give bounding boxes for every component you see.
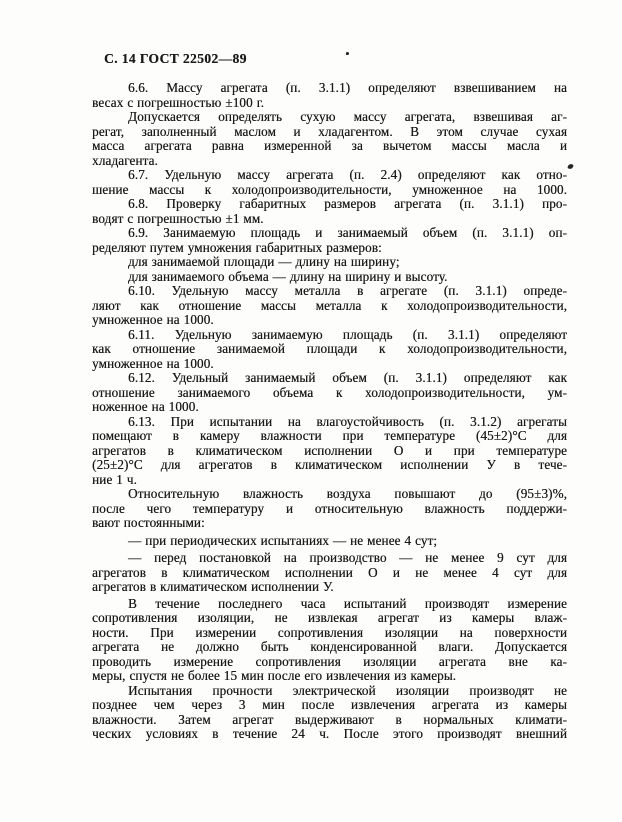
text-line: агрегатов в климатическом исполнении О и при температуре — [92, 442, 567, 458]
text-line: ляют как отношение массы металла к холодопроизводительности, — [92, 297, 567, 313]
text-line: хладагента. — [92, 152, 158, 168]
paragraph — [92, 415, 567, 488]
text-line: помещают в камеру влажности при температуре (45±2)°С для — [92, 428, 567, 443]
text-line: ческих условиях в течение 24 ч. После этого производят внешний — [92, 726, 567, 741]
text-line: агрегатов в климатическом исполнении У. — [92, 579, 334, 594]
paragraph — [92, 551, 567, 595]
text-line: регат, заполненный маслом и хладагентом. В этом случае сухая — [92, 123, 567, 139]
text-line: отношение занимаемого объема к холодопроизводительности, ум- — [92, 384, 567, 400]
text-line: В течение последнего часа испытаний производят измерение — [128, 595, 567, 611]
text-line: ноженное на 1000. — [92, 399, 199, 414]
text-line: масса агрегата равна измеренной за вычетом массы масла и — [92, 138, 567, 153]
paragraph — [92, 684, 567, 742]
text-line: влажности. Затем агрегат выдерживают в нормальных климати- — [92, 711, 567, 727]
paragraph — [92, 534, 567, 549]
text-line: Относительную влажность воздуха повышают до (95±3)%, — [128, 486, 567, 501]
paragraph — [92, 284, 567, 328]
text-line: 6.12. Удельный занимаемый объем (п. 3.1.1) определяют как — [128, 370, 567, 385]
text-line: 6.8. Проверку габаритных размеров агрегата (п. 3.1.1) про- — [128, 196, 567, 211]
paragraph — [92, 197, 567, 226]
text-line: (25±2)°С для агрегатов в климатическом исполнении У в тече- — [92, 457, 567, 472]
text-line: после чего температуру и относительную влажность поддержи- — [92, 500, 567, 516]
text-line: 6.6. Массу агрегата (п. 3.1.1) определяют взвешиванием на — [128, 80, 567, 95]
text-line: 6.13. При испытании на влагоустойчивость (п. 3.1.2) агрегаты — [128, 413, 567, 429]
text-line: Допускается определять сухую массу агрегата, взвешивая аг- — [128, 109, 567, 124]
ink-speck-icon — [567, 163, 573, 169]
text-line: 6.9. Занимаемую площадь и занимаемый объем (п. 3.1.1) оп- — [128, 225, 567, 240]
text-line: шение массы к холодопроизводительности, умноженное на 1000. — [92, 181, 567, 197]
paragraph — [92, 328, 567, 372]
text-line: для занимаемой площади — длину на ширину; — [128, 254, 400, 269]
text-line: весах с погрешностью ±100 г. — [92, 94, 264, 110]
page-header: С. 14 ГОСТ 22502—89 — [104, 51, 247, 66]
text-line: меры, спустя не более 15 мин после его извлечения из камеры. — [92, 668, 457, 683]
text-line: Испытания прочности электрической изоляции производят не — [128, 682, 567, 698]
paragraph — [92, 255, 567, 270]
text-line: для занимаемого объема — длину на ширину и высоту. — [128, 268, 448, 284]
text-line: ределяют путем умножения габаритных размеров: — [92, 239, 382, 255]
text-line: агрегата не должно быть конденсированной влаги. Допускается — [92, 639, 567, 654]
text-line: вают постоянными: — [92, 515, 205, 530]
paragraph — [92, 81, 567, 110]
paragraph — [92, 597, 567, 684]
text-line: 6.10. Удельную массу металла в агрегате (п. 3.1.1) опреде- — [128, 283, 567, 298]
text-line: умноженное на 1000. — [92, 312, 214, 327]
paragraph — [92, 226, 567, 255]
text-line: 6.11. Удельную занимаемую площадь (п. 3.1.1) определяют — [128, 326, 567, 342]
text-line: как отношение занимаемой площади к холодопроизводительности, — [92, 341, 567, 356]
text-line: ности. При измерении сопротивления изоляции на поверхности — [92, 624, 567, 640]
paragraph — [92, 110, 567, 168]
paragraph — [92, 168, 567, 197]
ink-speck-icon — [346, 52, 349, 55]
text-line: — при периодических испытаниях — не менее 4 сут; — [128, 532, 438, 548]
text-line: — перед постановкой на производство — не менее 9 сут для — [128, 550, 567, 565]
document-body — [92, 81, 567, 742]
text-line: 6.7. Удельную массу агрегата (п. 2.4) определяют как отно- — [128, 167, 567, 182]
paragraph — [92, 270, 567, 285]
text-line: сопротивления изоляции, не извлекая агрегат из камеры влаж- — [92, 610, 567, 625]
text-line: умноженное на 1000. — [92, 355, 214, 371]
text-line: ние 1 ч. — [92, 471, 137, 487]
paragraph — [92, 487, 567, 531]
text-line: агрегатов в климатическом исполнении О и не менее 4 сут для — [92, 564, 567, 580]
paragraph — [92, 371, 567, 415]
text-line: водят с погрешностью ±1 мм. — [92, 210, 264, 226]
text-line: позднее чем через 3 мин после извлечения агрегата из камеры — [92, 697, 567, 712]
text-line: проводить измерение сопротивления изоляции агрегата вне ка- — [92, 653, 567, 669]
